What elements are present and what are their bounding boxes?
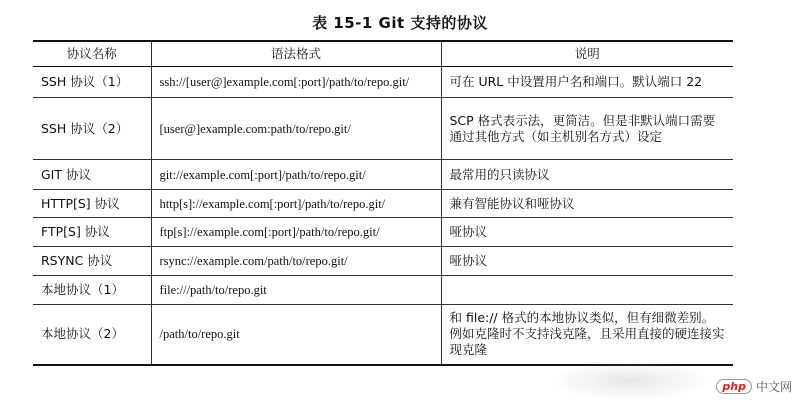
table-row <box>33 98 733 160</box>
syntax-cell: ftp[s]://example.com[:port]/path/to/repo.git/ <box>151 218 441 247</box>
syntax-cell: rsync://example.com/path/to/repo.git/ <box>151 247 441 276</box>
description-cell: SCP 格式表示法，更简洁。但是非默认端口需要通过其他方式（如主机别名方式）设定 <box>441 98 733 160</box>
protocol-name-cell: 本地协议（1） <box>33 276 151 305</box>
protocol-name-cell: HTTP[S] 协议 <box>33 190 151 218</box>
description-cell: 最常用的只读协议 <box>441 160 733 190</box>
description-cell: 哑协议 <box>441 247 733 276</box>
header-description: 说明 <box>441 41 733 67</box>
table-row <box>33 67 733 98</box>
watermark-text: 中文网 <box>755 380 792 394</box>
description-cell: 哑协议 <box>441 218 733 247</box>
git-protocols-table <box>33 40 733 366</box>
description-cell: 兼有智能协议和哑协议 <box>441 190 733 218</box>
protocol-name-cell: SSH 协议（1） <box>33 67 151 98</box>
syntax-cell: http[s]://example.com[:port]/path/to/repo.git/ <box>151 190 441 218</box>
table-caption: 表 15-1 Git 支持的协议 <box>312 14 488 32</box>
watermark-shadow <box>550 361 710 401</box>
protocol-name-cell: FTP[S] 协议 <box>33 218 151 247</box>
protocol-name-cell: 本地协议（2） <box>33 305 151 365</box>
table-row <box>33 305 733 365</box>
syntax-cell: /path/to/repo.git <box>151 305 441 365</box>
header-protocol-name: 协议名称 <box>33 41 151 67</box>
php-logo-icon: php <box>716 379 752 394</box>
syntax-cell: file:///path/to/repo.git <box>151 276 441 305</box>
table-row <box>33 160 733 190</box>
watermark <box>716 378 792 395</box>
description-cell <box>441 276 733 305</box>
table-row <box>33 247 733 276</box>
table-header-row <box>33 41 733 67</box>
table-row <box>33 218 733 247</box>
protocol-name-cell: SSH 协议（2） <box>33 98 151 160</box>
header-syntax: 语法格式 <box>151 41 441 67</box>
table-row <box>33 190 733 218</box>
syntax-cell: [user@]example.com:path/to/repo.git/ <box>151 98 441 160</box>
protocol-name-cell: GIT 协议 <box>33 160 151 190</box>
description-cell: 可在 URL 中设置用户名和端口。默认端口 22 <box>441 67 733 98</box>
protocol-name-cell: RSYNC 协议 <box>33 247 151 276</box>
table-row <box>33 276 733 305</box>
syntax-cell: ssh://[user@]example.com[:port]/path/to/repo.git/ <box>151 67 441 98</box>
description-cell: 和 file:// 格式的本地协议类似，但有细微差别。例如克隆时不支持浅克隆，且采用直接的硬连接实现克隆 <box>441 305 733 365</box>
syntax-cell: git://example.com[:port]/path/to/repo.git/ <box>151 160 441 190</box>
